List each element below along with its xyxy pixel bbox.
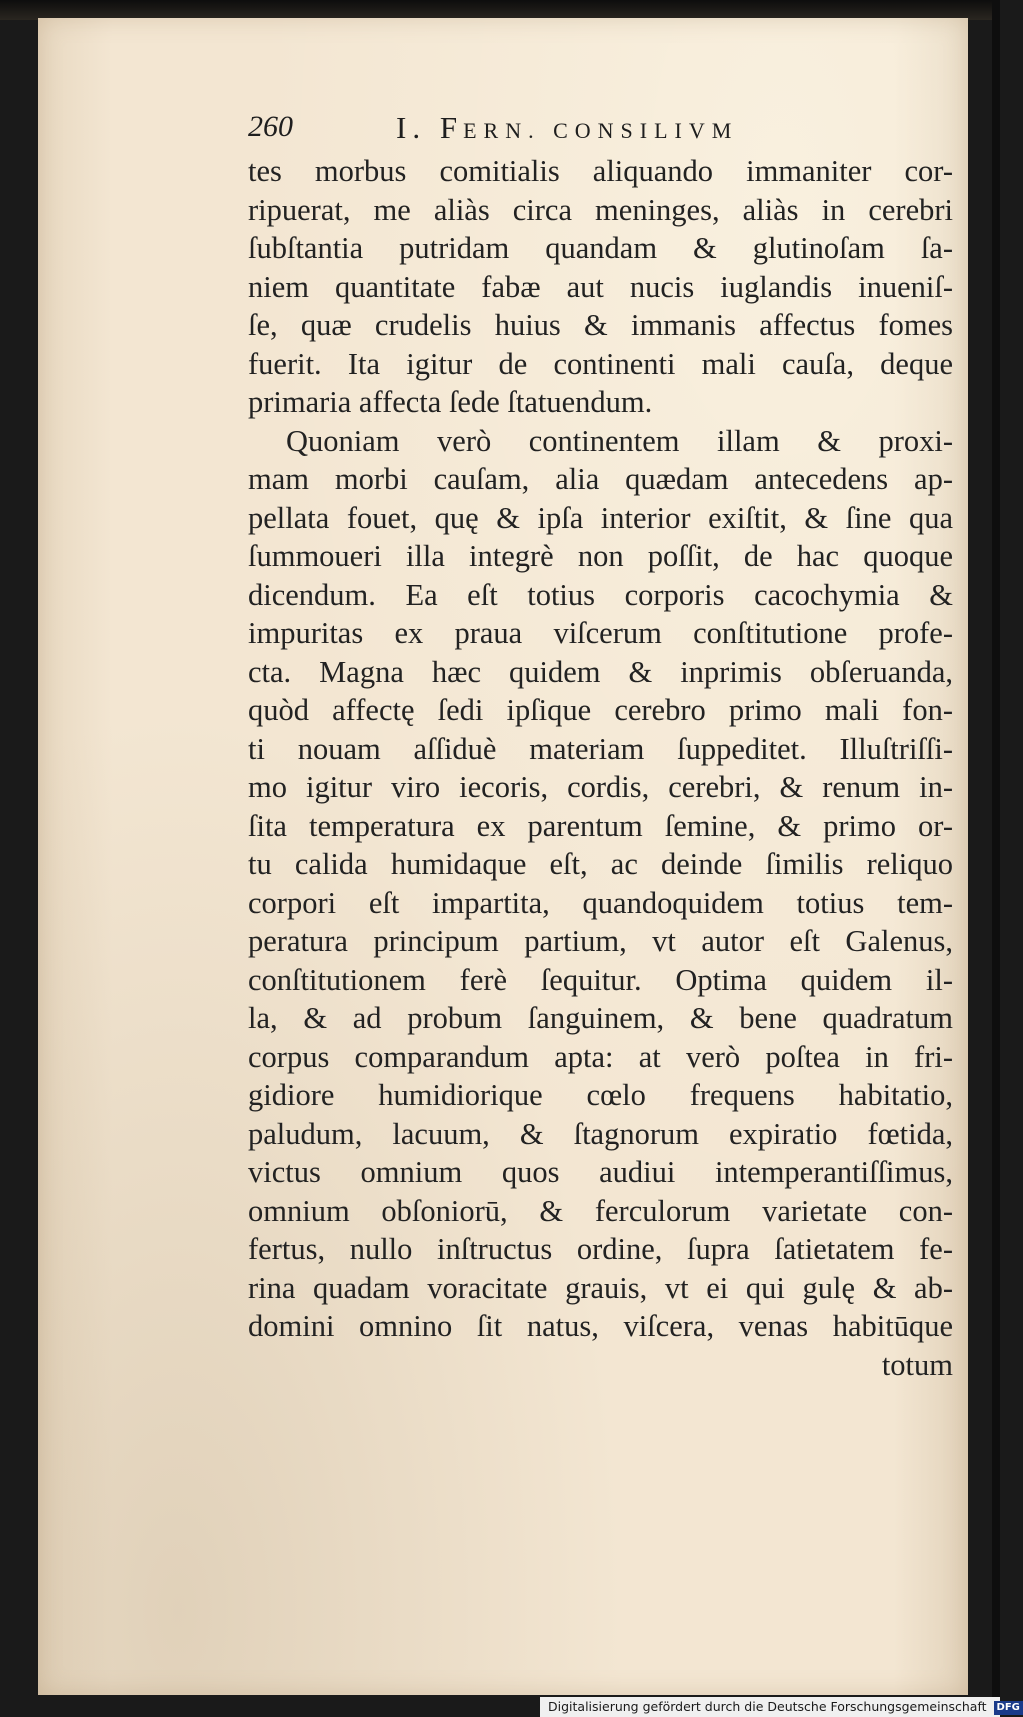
scan-top-edge <box>0 0 1000 20</box>
text-line: niem quantitate fabæ aut nucis iuglandis inueniſ- <box>248 269 953 304</box>
text-line: cta. Magna hæc quidem & inprimis obſeruanda, <box>248 654 953 689</box>
running-head-title: ERN. CONSILIVM <box>463 118 739 143</box>
catchword: totum <box>881 1347 953 1382</box>
text-line: ſita temperatura ex parentum ſemine, & primo or- <box>248 808 953 843</box>
page-number: 260 <box>248 110 293 143</box>
scan-right-edge <box>992 0 1000 1717</box>
text-line: ſe, quæ crudelis huius & immanis affectus fomes <box>248 308 953 342</box>
text-line: ti nouam aſſiduè materiam ſuppeditet. Illuſtriſſi- <box>248 731 953 766</box>
text-line: fertus, nullo inſtructus ordine, ſupra ſatietatem fe- <box>248 1232 953 1266</box>
text-line: rina quadam voracitate grauis, vt ei qui gulę & ab- <box>248 1270 953 1305</box>
text-line: impuritas ex praua viſcerum conſtitutione profe- <box>248 616 953 650</box>
text-line: tu calida humidaque eſt, ac deinde ſimilis reliquo <box>248 847 953 881</box>
body-text <box>248 152 953 1384</box>
text-line: ripuerat, me aliàs circa meninges, aliàs in cerebri <box>248 192 953 227</box>
text-line: fuerit. Ita igitur de continenti mali cauſa, deque <box>248 346 953 381</box>
text-line: primaria affecta ſede ſtatuendum. <box>248 385 653 419</box>
text-line: quòd affectę ſedi ipſique cerebro primo mali fon- <box>248 693 953 727</box>
text-line: gidiore humidiorique cœlo frequens habitatio, <box>248 1078 953 1112</box>
text-line: victus omnium quos audiui intemperantiſſimus, <box>248 1155 953 1189</box>
text-line: corpus comparandum apta: at verò poſtea in fri- <box>248 1039 953 1074</box>
text-line: mo igitur viro iecoris, cordis, cerebri, & renum in- <box>248 770 953 804</box>
text-line: mam morbi cauſam, alia quædam antecedens ap- <box>248 462 953 496</box>
page-header <box>248 110 1000 150</box>
digitization-credit <box>540 1697 1020 1717</box>
text-line: domini omnino ſit natus, viſcera, venas habitūque <box>248 1309 953 1343</box>
text-line: conſtitutionem ferè ſequitur. Optima quidem il- <box>248 962 953 997</box>
text-line: Quoniam verò continentem illam & proxi- <box>286 423 953 458</box>
text-line: ſubſtantia putridam quandam & glutinoſam ſa- <box>248 231 953 265</box>
text-line: pellata fouet, quę & ipſa interior exiſtit, & ſine qua <box>248 500 953 535</box>
text-line: ſummoueri illa integrè non poſſit, de hac quoque <box>248 539 953 573</box>
dfg-logo: DFG <box>994 1701 1023 1715</box>
running-head <box>396 110 738 146</box>
text-line: dicendum. Ea eſt totius corporis cacochymia & <box>248 577 953 612</box>
text-line: la, & ad probum ſanguinem, & bene quadratum <box>248 1001 953 1035</box>
text-line: omnium obſoniorū, & ferculorum varietate con- <box>248 1193 953 1228</box>
credit-text: Digitalisierung gefördert durch die Deutsche Forschungsgemeinschaft <box>548 1699 987 1714</box>
text-line: peratura principum partium, vt autor eſt Galenus, <box>248 924 953 958</box>
running-head-author: I. F <box>396 110 464 145</box>
text-line: paludum, lacuum, & ſtagnorum expiratio fœtida, <box>248 1116 953 1151</box>
text-line: tes morbus comitialis aliquando immaniter cor- <box>248 154 953 188</box>
text-line: corpori eſt impartita, quandoquidem totius tem- <box>248 885 953 920</box>
